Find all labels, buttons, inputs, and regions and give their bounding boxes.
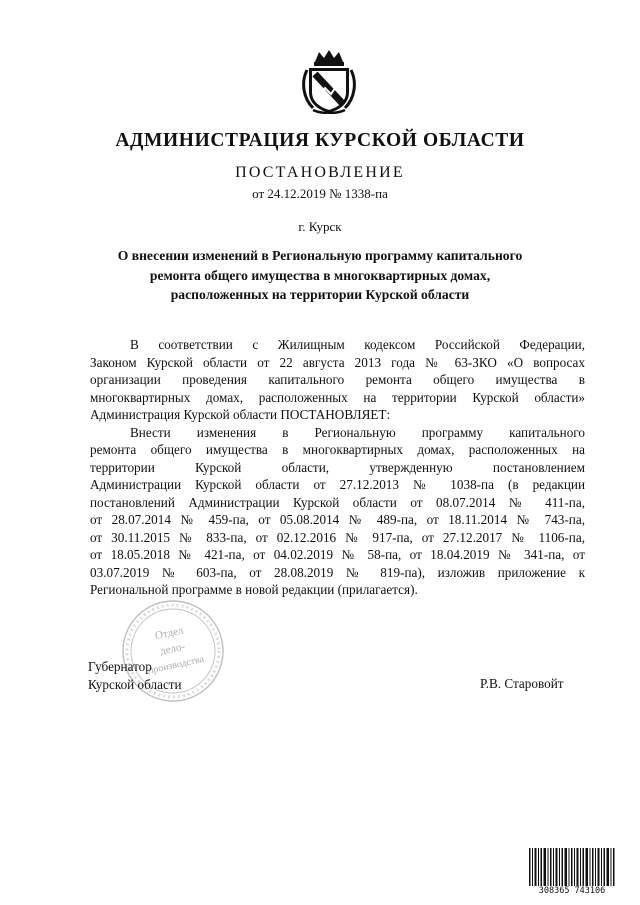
svg-text:Отдел: Отдел — [154, 624, 185, 643]
document-date-number: от 24.12.2019 № 1338-па — [252, 186, 388, 201]
barcode-number: 308365 743106 — [528, 886, 616, 896]
signatory-name: Р.В. Старовойт — [480, 676, 564, 691]
barcode-icon — [528, 848, 616, 896]
document-city: г. Курск — [298, 219, 342, 234]
body-line: Законом Курской области от 22 августа 2013 года № 63-ЗКО «О вопросах — [90, 354, 585, 370]
signatory-position-line: Губернатор — [88, 659, 152, 674]
body-line: Региональной программе в новой редакции (прилагается). — [90, 582, 418, 597]
title-line: ремонта общего имущества в многоквартирных домах, — [149, 267, 491, 283]
document-type: ПОСТАНОВЛЕНИЕ — [235, 164, 405, 181]
body-line: Администрации Курской области от 27.12.2013 № 1038-па (в редакции — [90, 477, 585, 492]
coat-of-arms-icon — [301, 48, 357, 114]
body-line: постановлений Администрации Курской области от 08.07.2014 № 411-па, — [90, 494, 585, 510]
body-line: Внести изменения в Региональную программу капитального — [130, 424, 585, 440]
organization-title: АДМИНИСТРАЦИЯ КУРСКОЙ ОБЛАСТИ — [115, 130, 525, 151]
signatory-position — [88, 658, 182, 693]
signatory-position-line: Курской области — [88, 676, 182, 692]
body-line: от 28.07.2014 № 459-па, от 05.08.2014 № 489-па, от 18.11.2014 № 743-па, — [90, 512, 585, 527]
body-line: Администрация Курской области ПОСТАНОВЛЯЕТ: — [90, 407, 391, 422]
title-line: расположенных на территории Курской области — [170, 287, 470, 302]
body-line: от 18.05.2018 № 421-па, от 04.02.2019 № 58-па, от 18.04.2019 № 341-па, от — [90, 547, 585, 562]
body-line: от 30.11.2015 № 833-па, от 02.12.2016 № 917-па, от 27.12.2017 № 1106-па, — [90, 529, 585, 545]
document-title — [90, 246, 550, 305]
body-line: организации проведения капитального ремонта общего имущества в — [90, 372, 585, 387]
body-line: ремонта общего имущества в многоквартирных домах, расположенных на — [90, 442, 585, 457]
title-line: О внесении изменений в Региональную программу капитального — [117, 248, 523, 263]
svg-text:дело-: дело- — [159, 640, 187, 658]
body-line: 03.07.2019 № 603-па, от 28.08.2019 № 819-па), изложив приложение к — [90, 564, 585, 580]
svg-text:производства: производства — [147, 653, 206, 677]
body-line: многоквартирных домах, расположенных на территории Курской области» — [90, 389, 585, 405]
barcode-bars — [528, 848, 616, 888]
body-line: территории Курской области, утвержденную постановлением — [90, 459, 585, 475]
body-line: В соответствии с Жилищным кодексом Российской Федерации, — [130, 337, 585, 352]
